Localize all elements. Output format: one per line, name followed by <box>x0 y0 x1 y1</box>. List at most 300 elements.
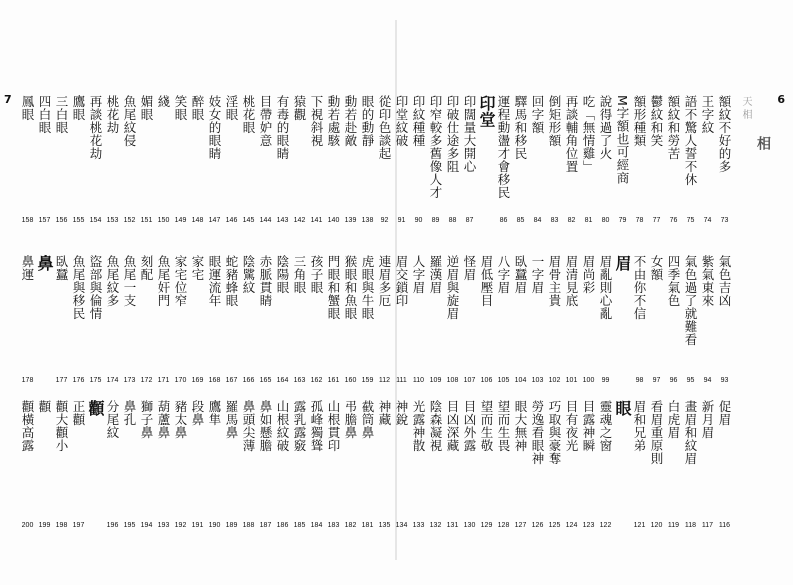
entry-title: 氣色過了就難看 <box>683 255 698 346</box>
right-page <box>377 0 793 585</box>
entry-page-number: 122 <box>599 522 612 529</box>
toc-entry <box>87 255 104 385</box>
entry-page-number: 120 <box>650 522 663 529</box>
entry-title: 動若赴敵 <box>343 95 358 147</box>
entry-title: 桃花眼 <box>241 95 256 134</box>
entry-title: 家宅位窄 <box>173 255 188 307</box>
entry-page-number: 169 <box>191 377 204 384</box>
entry-title: 顴橫高露 <box>20 400 35 452</box>
entry-page-number: 138 <box>361 217 374 224</box>
entry-page-number: 98 <box>635 377 644 384</box>
entry-title: 鷹眼 <box>71 95 86 121</box>
section-header <box>478 95 495 225</box>
toc-entry <box>19 400 36 530</box>
toc-entry <box>495 400 512 530</box>
entry-page-number: 173 <box>123 377 136 384</box>
toc-entry <box>342 95 359 225</box>
toc-row-3 <box>19 400 376 530</box>
entry-page-number: 175 <box>89 377 102 384</box>
entry-title: 綫 <box>156 95 171 108</box>
entry-title: 額紋和勞苦 <box>666 95 681 160</box>
toc-entry <box>359 255 376 385</box>
entry-title: 虎眼與牛眼 <box>360 255 375 320</box>
entry-page-number: 128 <box>497 522 510 529</box>
entry-title: 望而生畏 <box>496 400 511 452</box>
entry-page-number: 140 <box>327 217 340 224</box>
entry-page-number: 79 <box>618 217 627 224</box>
toc-entry <box>427 95 444 225</box>
entry-title: 家宅 <box>190 255 205 281</box>
section-title: 印堂 <box>477 95 496 128</box>
toc-entry <box>172 400 189 530</box>
toc-entry <box>308 95 325 225</box>
entry-page-number: 141 <box>310 217 323 224</box>
entry-page-number: 134 <box>395 522 408 529</box>
entry-page-number: 177 <box>55 377 68 384</box>
entry-title: 眉和兄弟 <box>632 400 647 452</box>
entry-page-number: 158 <box>21 217 34 224</box>
toc-entry <box>682 95 699 225</box>
toc-entry <box>240 95 257 225</box>
entry-page-number: 161 <box>327 377 340 384</box>
entry-page-number: 93 <box>720 377 729 384</box>
toc-entry <box>155 255 172 385</box>
entry-page-number: 190 <box>208 522 221 529</box>
entry-title: 盜部與倫情 <box>88 255 103 320</box>
toc-entry <box>189 95 206 225</box>
entry-title: 三角眼 <box>292 255 307 294</box>
entry-page-number: 196 <box>106 522 119 529</box>
toc-entry <box>410 95 427 225</box>
entry-title: 山根貫印 <box>326 400 341 452</box>
toc-entry <box>121 400 138 530</box>
entry-page-number: 156 <box>55 217 68 224</box>
entry-title: 不由你不信 <box>632 255 647 320</box>
entry-page-number: 151 <box>140 217 153 224</box>
entry-page-number: 109 <box>429 377 442 384</box>
entry-title: 人字眉 <box>411 255 426 294</box>
entry-title: 目凶外露 <box>462 400 477 452</box>
toc-entry <box>257 255 274 385</box>
entry-page-number: 185 <box>293 522 306 529</box>
toc-entry <box>223 255 240 385</box>
entry-page-number: 127 <box>514 522 527 529</box>
entry-page-number: 154 <box>89 217 102 224</box>
entry-page-number: 103 <box>531 377 544 384</box>
entry-page-number: 84 <box>533 217 542 224</box>
toc-entry <box>614 95 631 225</box>
entry-title: 笑眼 <box>173 95 188 121</box>
toc-entry <box>563 400 580 530</box>
entry-page-number: 192 <box>174 522 187 529</box>
entry-page-number: 150 <box>157 217 170 224</box>
entry-title: 段鼻 <box>190 400 205 426</box>
toc-entry <box>580 400 597 530</box>
toc-entry <box>53 95 70 225</box>
toc-entry <box>716 255 733 385</box>
toc-entry <box>512 255 529 385</box>
toc-entry <box>444 400 461 530</box>
entry-title: 桃花劫 <box>105 95 120 134</box>
entry-page-number: 184 <box>310 522 323 529</box>
entry-title: 王字紋 <box>700 95 715 134</box>
entry-page-number: 166 <box>242 377 255 384</box>
toc-entry <box>478 255 495 385</box>
toc-entry <box>325 95 342 225</box>
toc-entry <box>257 95 274 225</box>
toc-entry <box>427 400 444 530</box>
toc-entry <box>274 400 291 530</box>
entry-title: 陰森凝視 <box>428 400 443 452</box>
toc-entry <box>53 400 70 530</box>
entry-title: 羅馬鼻 <box>224 400 239 439</box>
entry-title: 連眉多厄 <box>377 255 392 307</box>
entry-page-number: 97 <box>652 377 661 384</box>
entry-page-number: 144 <box>259 217 272 224</box>
toc-entry <box>665 255 682 385</box>
toc-entry <box>716 95 733 225</box>
toc-entry <box>206 255 223 385</box>
entry-page-number: 147 <box>208 217 221 224</box>
toc-entry <box>325 400 342 530</box>
entry-page-number: 165 <box>259 377 272 384</box>
entry-title: 吃「無情雞」 <box>581 95 596 173</box>
toc-entry <box>155 400 172 530</box>
entry-title: 印窄較多舊像人才 <box>428 95 443 199</box>
entry-title: 下視斜視 <box>309 95 324 147</box>
toc-entry <box>291 400 308 530</box>
toc-entry <box>699 95 716 225</box>
entry-page-number: 178 <box>21 377 34 384</box>
toc-entry <box>563 95 580 225</box>
entry-page-number: 117 <box>701 522 714 529</box>
section-title: 顴 <box>86 400 105 417</box>
entry-page-number: 83 <box>550 217 559 224</box>
entry-page-number: 101 <box>565 377 578 384</box>
toc-entry <box>104 95 121 225</box>
toc-entry <box>546 255 563 385</box>
toc-row-3 <box>376 400 733 530</box>
toc-entry <box>359 400 376 530</box>
entry-title: 白虎眉 <box>666 400 681 439</box>
toc-entry <box>597 400 614 530</box>
entry-title: 有毒的眼睛 <box>275 95 290 160</box>
toc-entry <box>427 255 444 385</box>
entry-title: 孩子眼 <box>309 255 324 294</box>
toc-entry <box>393 95 410 225</box>
toc-entry <box>682 255 699 385</box>
toc-entry <box>563 255 580 385</box>
toc-entry <box>648 95 665 225</box>
toc-entry <box>478 400 495 530</box>
entry-page-number: 94 <box>703 377 712 384</box>
entry-title: 臥蠶眉 <box>513 255 528 294</box>
toc-entry <box>36 95 53 225</box>
toc-entry <box>240 400 257 530</box>
entry-page-number: 186 <box>276 522 289 529</box>
toc-entry <box>461 255 478 385</box>
entry-page-number: 116 <box>718 522 731 529</box>
toc-entry <box>19 95 36 225</box>
entry-title: 語不驚人誓不休 <box>683 95 698 186</box>
entry-page-number: 152 <box>123 217 136 224</box>
entry-title: 魚尾奸門 <box>156 255 171 307</box>
handwritten-note: 天 相 <box>740 96 751 120</box>
entry-page-number: 106 <box>480 377 493 384</box>
entry-title: 眼大無神 <box>513 400 528 452</box>
toc-entry <box>291 95 308 225</box>
entry-title: 光露神散 <box>411 400 426 452</box>
toc-entry <box>665 400 682 530</box>
toc-entry <box>495 95 512 225</box>
entry-page-number: 119 <box>667 522 680 529</box>
entry-page-number: 77 <box>652 217 661 224</box>
entry-title: 一字眉 <box>530 255 545 294</box>
entry-page-number: 194 <box>140 522 153 529</box>
toc-row-1 <box>376 95 733 225</box>
toc-entry <box>342 400 359 530</box>
entry-title: 目有夜光 <box>564 400 579 452</box>
entry-page-number: 96 <box>669 377 678 384</box>
toc-entry <box>393 400 410 530</box>
toc-entry <box>716 400 733 530</box>
entry-title: 女額 <box>649 255 664 281</box>
section-title: 眉 <box>613 255 632 272</box>
entry-title: 醉眼 <box>190 95 205 121</box>
entry-page-number: 107 <box>463 377 476 384</box>
section-header <box>36 255 53 385</box>
toc-entry <box>376 255 393 385</box>
entry-title: 畫眉和紋眉 <box>683 400 698 465</box>
entry-page-number: 91 <box>397 217 406 224</box>
entry-title: 靈魂之窗 <box>598 400 613 452</box>
toc-entry <box>512 95 529 225</box>
entry-page-number: 126 <box>531 522 544 529</box>
entry-title: 額形種類 <box>632 95 647 147</box>
entry-page-number: 110 <box>412 377 425 384</box>
entry-title: 陰陽眼 <box>275 255 290 294</box>
toc-entry <box>104 400 121 530</box>
toc-entry <box>291 255 308 385</box>
toc-entry <box>359 95 376 225</box>
toc-entry <box>36 400 53 530</box>
entry-page-number: 130 <box>463 522 476 529</box>
entry-page-number: 102 <box>548 377 561 384</box>
toc-entry <box>529 400 546 530</box>
toc-entry <box>444 255 461 385</box>
toc-entry <box>631 255 648 385</box>
entry-title: 豬太鼻 <box>173 400 188 439</box>
entry-title: 新月眉 <box>700 400 715 439</box>
entry-page-number: 73 <box>720 217 729 224</box>
entry-title: 印闊量大開心 <box>462 95 477 173</box>
entry-title: 蛇豬蜂眼 <box>224 255 239 307</box>
entry-page-number: 146 <box>225 217 238 224</box>
toc-entry <box>104 255 121 385</box>
section-header <box>87 400 104 530</box>
entry-page-number: 155 <box>72 217 85 224</box>
entry-page-number: 174 <box>106 377 119 384</box>
entry-page-number: 162 <box>310 377 323 384</box>
entry-page-number: 105 <box>497 377 510 384</box>
entry-page-number: 123 <box>582 522 595 529</box>
toc-entry <box>308 400 325 530</box>
entry-title: 紫氣東來 <box>700 255 715 307</box>
entry-title: 眼的動靜 <box>360 95 375 147</box>
toc-entry <box>172 255 189 385</box>
entry-title: 妓女的眼睛 <box>207 95 222 160</box>
entry-page-number: 85 <box>516 217 525 224</box>
section-title: 眼 <box>613 400 632 417</box>
entry-title: 再談桃花劫 <box>88 95 103 160</box>
entry-title: 赤脈貫睛 <box>258 255 273 307</box>
section-title: 鼻 <box>35 255 54 272</box>
entry-title: 眉低壓目 <box>479 255 494 307</box>
entry-page-number: 197 <box>72 522 85 529</box>
entry-page-number: 199 <box>38 522 51 529</box>
toc-entry <box>580 255 597 385</box>
entry-title: 山根紋破 <box>275 400 290 452</box>
toc-entry <box>70 255 87 385</box>
toc-entry <box>461 400 478 530</box>
entry-page-number: 171 <box>157 377 170 384</box>
entry-page-number: 172 <box>140 377 153 384</box>
toc-entry <box>597 255 614 385</box>
entry-page-number: 125 <box>548 522 561 529</box>
entry-page-number: 92 <box>380 217 389 224</box>
entry-page-number: 90 <box>414 217 423 224</box>
entry-page-number: 183 <box>327 522 340 529</box>
entry-title: 截筒鼻 <box>360 400 375 439</box>
entry-title: 勞逸看眼神 <box>530 400 545 465</box>
entry-page-number: 74 <box>703 217 712 224</box>
toc-entry <box>257 400 274 530</box>
entry-page-number: 111 <box>396 377 407 384</box>
entry-title: 眼運流年 <box>207 255 222 307</box>
toc-entry <box>206 95 223 225</box>
entry-page-number: 88 <box>448 217 457 224</box>
toc-entry <box>376 95 393 225</box>
entry-title: 目帶妒意 <box>258 95 273 147</box>
entry-page-number: 187 <box>259 522 272 529</box>
entry-title: 鬱紋和笑 <box>649 95 664 147</box>
toc-entry <box>189 400 206 530</box>
toc-entry <box>665 95 682 225</box>
entry-page-number: 132 <box>429 522 442 529</box>
entry-page-number: 135 <box>378 522 391 529</box>
toc-entry <box>138 255 155 385</box>
toc-entry <box>70 95 87 225</box>
toc-entry <box>699 255 716 385</box>
entry-title: 看眉重原則 <box>649 400 664 465</box>
entry-title: 鼻頭尖薄 <box>241 400 256 452</box>
toc-entry <box>699 400 716 530</box>
toc-entry <box>597 95 614 225</box>
entry-title: 葫蘆鼻 <box>156 400 171 439</box>
entry-page-number: 195 <box>123 522 136 529</box>
entry-page-number: 100 <box>582 377 595 384</box>
entry-title: 魚尾紋侵 <box>122 95 137 147</box>
toc-entry <box>121 255 138 385</box>
entry-title: 從印色談起 <box>377 95 392 160</box>
entry-title: 正顴 <box>71 400 86 426</box>
page-number: 6 <box>777 93 785 106</box>
entry-page-number: 139 <box>344 217 357 224</box>
entry-page-number: 181 <box>361 522 374 529</box>
entry-title: 弔膽鼻 <box>343 400 358 439</box>
logo: 相 <box>755 136 771 150</box>
entry-title: 四季氣色 <box>666 255 681 307</box>
entry-title: 四白眼 <box>37 95 52 134</box>
toc-entry <box>53 255 70 385</box>
entry-title: 猴眼和魚眼 <box>343 255 358 320</box>
toc-entry <box>546 400 563 530</box>
toc-entry <box>648 255 665 385</box>
entry-page-number: 87 <box>465 217 474 224</box>
entry-title: 回字額 <box>530 95 545 134</box>
entry-title: 目凶深藏 <box>445 400 460 452</box>
entry-title: 運程動盪才會移民 <box>496 95 511 199</box>
entry-page-number: 81 <box>584 217 593 224</box>
toc-entry <box>529 95 546 225</box>
toc-entry <box>138 95 155 225</box>
entry-title: 驛馬和移民 <box>513 95 528 160</box>
entry-page-number: 78 <box>635 217 644 224</box>
entry-page-number: 112 <box>378 377 391 384</box>
entry-page-number: 164 <box>276 377 289 384</box>
toc-entry <box>206 400 223 530</box>
toc-entry <box>546 95 563 225</box>
entry-page-number: 182 <box>344 522 357 529</box>
entry-page-number: 133 <box>412 522 425 529</box>
page-number: 7 <box>4 93 12 106</box>
toc-entry <box>376 400 393 530</box>
toc-entry <box>580 95 597 225</box>
toc-entry <box>461 95 478 225</box>
toc-entry <box>495 255 512 385</box>
toc-entry <box>631 400 648 530</box>
toc-entry <box>393 255 410 385</box>
entry-title: 望而生敬 <box>479 400 494 452</box>
entry-title: 魚尾與移民 <box>71 255 86 320</box>
entry-title: 神藏 <box>377 400 392 426</box>
toc-entry <box>308 255 325 385</box>
entry-title: 神銳 <box>394 400 409 426</box>
entry-title: 眉骨主貴 <box>547 255 562 307</box>
entry-page-number: 157 <box>38 217 51 224</box>
entry-title: 獅子鼻 <box>139 400 154 439</box>
entry-page-number: 188 <box>242 522 255 529</box>
entry-page-number: 118 <box>684 522 697 529</box>
toc-entry <box>121 95 138 225</box>
toc-entry <box>172 95 189 225</box>
entry-title: 分尾紋 <box>105 400 120 439</box>
entry-title: 動若處駭 <box>326 95 341 147</box>
entry-title: 眉尚彩 <box>581 255 596 294</box>
entry-page-number: 75 <box>686 217 695 224</box>
toc-entry <box>223 400 240 530</box>
section-header <box>614 255 631 385</box>
entry-title: 鳳眼 <box>20 95 35 121</box>
toc-entry <box>155 95 172 225</box>
entry-title: 鷹隼 <box>207 400 222 426</box>
entry-title: 逆眉與旋眉 <box>445 255 460 320</box>
entry-title: 猿觀 <box>292 95 307 121</box>
toc-entry <box>87 95 104 225</box>
entry-page-number: 99 <box>601 377 610 384</box>
entry-page-number: 143 <box>276 217 289 224</box>
toc-entry <box>512 400 529 530</box>
